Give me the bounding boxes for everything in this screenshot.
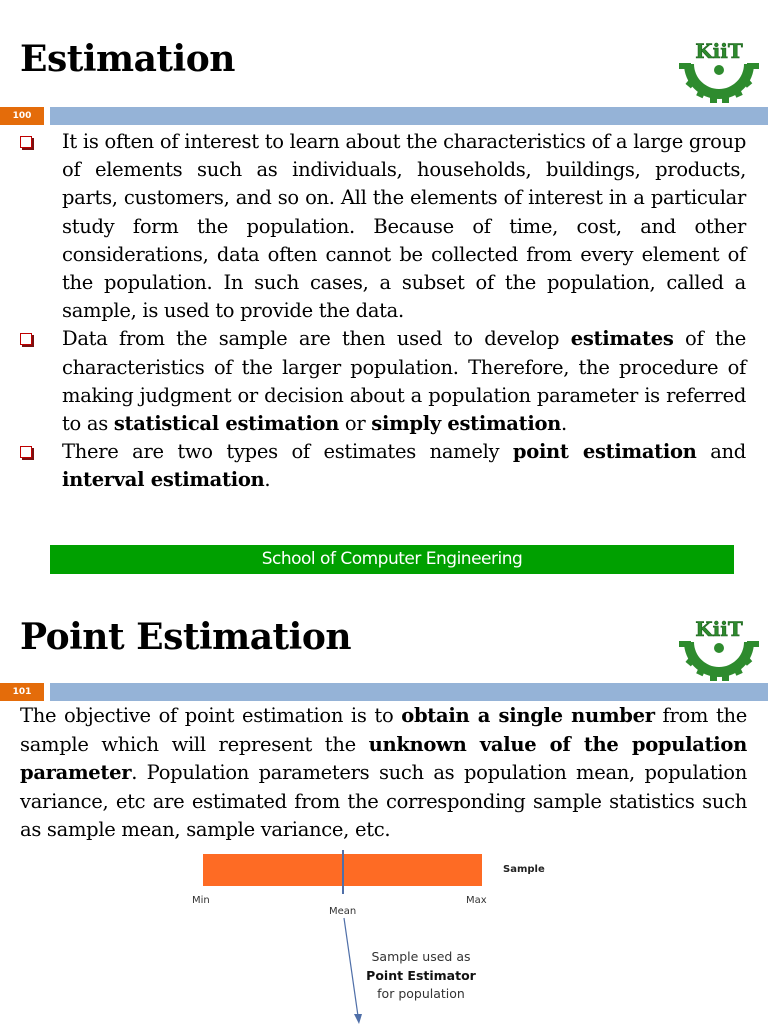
text-run: of the characteristics of the larger population. Therefore, the procedure of making judgment or decision about a population parameter is referred to as [62, 327, 746, 436]
checkbox-bullet-icon [20, 333, 32, 345]
logo-text: KiiT [695, 617, 743, 641]
checkbox-bullet-icon [20, 136, 32, 148]
checkbox-bullet-icon [20, 446, 32, 458]
emphasis-text: statistical estimation [113, 412, 340, 436]
note-line-bold: Point Estimator [366, 967, 476, 983]
text-run: from the sample which will represent the [20, 704, 747, 756]
emphasis-text: simply estimation [371, 412, 562, 436]
emphasis-text: point estimation [512, 440, 697, 464]
text-run: . [264, 468, 271, 492]
slide-title: Point Estimation [20, 616, 352, 658]
max-label: Max [466, 895, 487, 906]
text-run: . Population parameters such as population mean, population variance, etc are estimated from the corresponding sample statistics such as sample mean, sample variance, etc. [20, 761, 747, 842]
bullet-text [62, 130, 746, 322]
text-run: There are two types of estimates namely [62, 440, 513, 464]
note-line: Sample used as [371, 949, 471, 964]
sample-label: Sample [503, 864, 545, 875]
emphasis-text: interval estimation [62, 468, 265, 492]
text-run: The objective of point estimation is to [20, 704, 402, 727]
bullet-item [18, 128, 746, 325]
slide-point-estimation [0, 588, 768, 1024]
header-bar [50, 683, 768, 701]
footer-school-name: School of Computer Engineering [50, 545, 734, 574]
kiit-logo-icon [678, 612, 760, 686]
bullet-text [62, 440, 746, 491]
text-run: . [561, 412, 567, 436]
bullet-text [62, 327, 746, 435]
text-run: Data from the sample are then used to develop [62, 327, 571, 351]
slide-number-badge: 100 [0, 107, 44, 125]
emphasis-text: estimates [570, 327, 674, 351]
point-estimation-paragraph [20, 702, 747, 845]
emphasis-text: unknown value of the population parameter [20, 732, 747, 785]
text-run: or [339, 412, 372, 436]
mean-label: Mean [329, 906, 357, 917]
kiit-logo-icon [678, 34, 760, 108]
text-run: It is often of interest to learn about the characteristics of a large group of elements such as individuals, households, buildings, products, parts, customers, and so on. All the elements of interest in a particular study form the population. Because of time, cost, and other considerations, data often cannot be collected from every element of the population. In such cases, a subset of the population, called a sample, is used to provide the data. [62, 130, 746, 323]
sample-diagram [0, 838, 768, 1024]
slide-number-badge: 101 [0, 683, 44, 701]
note-line: for population [377, 986, 465, 1001]
header-bar [50, 107, 768, 125]
bullet-item [18, 325, 746, 438]
emphasis-text: obtain a single number [401, 704, 655, 727]
text-run: and [696, 440, 746, 464]
slide-title: Estimation [20, 38, 235, 80]
logo-text: KiiT [695, 39, 743, 63]
point-estimator-note [360, 948, 482, 1004]
min-label: Min [192, 895, 210, 906]
bullet-item [18, 438, 746, 494]
bullet-list [18, 128, 746, 495]
